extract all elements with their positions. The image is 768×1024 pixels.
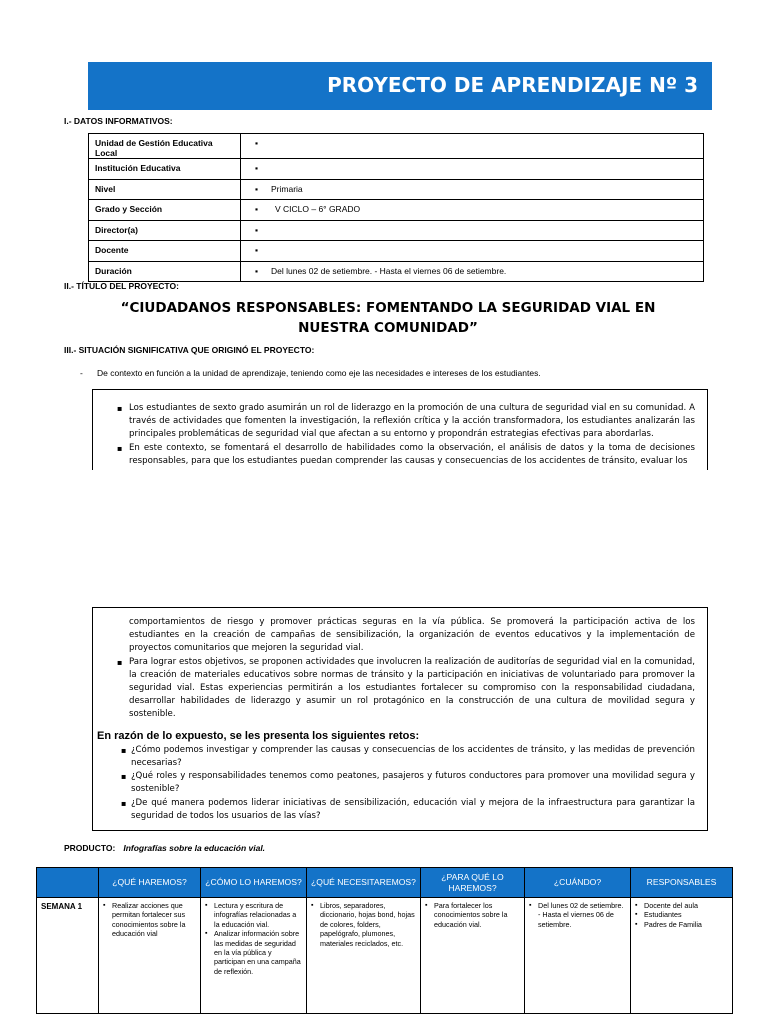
list-item: ▪ ¿De qué manera podemos liderar iniciativas de sensibilización, educación vial y mejora de la infraestructura para garantizar la seguridad de todos los usuarios de las vías? [121,797,695,823]
situacion-box-continued [92,607,708,831]
table-row [89,179,704,200]
dash-marker: - [80,368,83,378]
context-text: De contexto en función a la unidad de aprendizaje, teniendo como eje las necesidades e intereses de los estudiantes. [97,368,541,378]
list-item: ▪ Estudiantes [635,910,728,919]
list-item: ▪ Docente del aula [635,901,728,910]
datos-label: Docente [89,241,241,262]
retos-heading: En razón de lo expuesto, se les presenta los siguientes retos: [97,729,420,742]
datos-label: Duración [89,261,241,282]
bullet-icon: ▪ [255,245,259,255]
cell-responsables [631,898,733,1014]
bullet-icon: ▪ [255,224,259,235]
datos-table [88,133,704,282]
context-line [80,368,541,378]
list-item: ▪ ¿Qué roles y responsabilidades tenemos como peatones, pasajeros y futuros conductores para promover una movilidad segura y sostenible? [121,770,695,796]
list-item: ▪ Lectura y escritura de infografías relacionadas a la educación vial. [205,901,302,929]
section-situacion-heading: III.- SITUACIÓN SIGNIFICATIVA QUE ORIGINÓ EL PROYECTO: [64,345,315,355]
column-header: RESPONSABLES [631,868,733,898]
column-header: ¿QUÉ NECESITAREMOS? [307,868,421,898]
table-header-row [37,868,733,898]
bullet-icon: ▪ [255,183,259,194]
column-header [37,868,99,898]
section-titulo-heading: II.- TÍTULO DEL PROYECTO: [64,281,179,291]
list-item: ▪ ¿Cómo podemos investigar y comprender las causas y consecuencias de los accidentes de tránsito, y las medidas de prevención necesarias? [121,744,695,770]
list-item: ▪ Analizar información sobre las medidas de seguridad en la vía pública y participan en una campaña de reflexión. [205,929,302,976]
datos-value [241,159,704,180]
table-row [89,220,704,241]
datos-value: ▪ Primaria [241,179,704,200]
cell-necesitaremos [307,898,421,1014]
table-row [89,134,704,159]
list-item: ▪ Los estudiantes de sexto grado asumirán un rol de liderazgo en la promoción de una cultura de seguridad vial en su comunidad. A través de actividades que fomenten la investigación, la reflexión crítica y la acción transformadora, los estudiantes analizarán las principales problemáticas de seguridad vial que afectan a su entorno y propondrán estrategias efectivas para abordarlas. [117,402,695,442]
datos-label: Unidad de Gestión Educativa Local [89,134,241,159]
datos-value: ▪ V CICLO – 6° GRADO [241,200,704,221]
cell-para-que [421,898,525,1014]
list-item: ▪ Para lograr estos objetivos, se proponen actividades que involucren la realización de auditorías de seguridad vial en la comunidad, la creación de materiales educativos sobre normas de tránsito y la participación en iniciativas de voluntariado para promover la seguridad vial. Estas experiencias permitirán a los estudiantes fortalecer su compromiso con la responsabilidad ciudadana, desarrollar habilidades de liderazgo y asumir un rol protagónico en la construcción de una cultura de movilidad segura y sostenible. [117,656,695,722]
column-header: ¿CUÁNDO? [525,868,631,898]
list-item: ▪ Realizar acciones que permitan fortalecer sus conocimientos sobre la educación vial [103,901,196,939]
datos-value: ▪ Del lunes 02 de setiembre. - Hasta el viernes 06 de setiembre. [241,261,704,282]
week-label: SEMANA 1 [37,898,99,1014]
datos-label: Grado y Sección [89,200,241,221]
list-item: ▪ Libros, separadores, diccionario, hojas bond, hojas de colores, folders, papelógrafo, plumones, materiales reciclados, etc. [311,901,416,948]
table-row [89,159,704,180]
list-item: ▪ En este contexto, se fomentará el desarrollo de habilidades como la observación, el análisis de datos y la toma de decisiones responsables, para que los estudiantes puedan comprender las causas y consecuencias de los accidentes de tránsito, evaluar los [117,442,695,468]
producto-label: PRODUCTO: [64,843,116,853]
situacion-box [92,389,708,470]
cell-que [99,898,201,1014]
project-title-banner [88,62,712,110]
column-header: ¿CÓMO LO HAREMOS? [201,868,307,898]
column-header: ¿PARA QUÉ LO HAREMOS? [421,868,525,898]
bullet-icon: ▪ [255,204,259,214]
producto-value: Infografías sobre la educación vial. [123,843,266,853]
datos-value [241,134,704,159]
section-datos-heading: I.- DATOS INFORMATIVOS: [64,116,173,126]
table-row [89,241,704,262]
bullet-icon: ▪ [255,265,259,276]
paragraph-continued: comportamientos de riesgo y promover prácticas seguras en la vía pública. Se promoverá la participación activa de los estudiantes en la creación de campañas de sensibilización, la organización de eventos educativos y la implementación de proyectos comunitarios que mejoren la seguridad vial. [129,617,695,654]
banner-title: PROYECTO DE APRENDIZAJE Nº 3 [327,73,698,97]
datos-label: Director(a) [89,220,241,241]
table-row [89,200,704,221]
bullet-icon: ▪ [255,138,259,148]
datos-value [241,220,704,241]
datos-label: Institución Educativa [89,159,241,180]
table-row [89,261,704,282]
table-row [37,898,733,1014]
column-header: ¿QUÉ HAREMOS? [99,868,201,898]
project-title: “CIUDADANOS RESPONSABLES: FOMENTANDO LA SEGURIDAD VIAL EN NUESTRA COMUNIDAD” [120,300,656,336]
cell-como [201,898,307,1014]
planning-table [36,867,733,1014]
list-item: ▪ Para fortalecer los conocimientos sobre la educación vial. [425,901,520,929]
cell-cuando [525,898,631,1014]
datos-label: Nivel [89,179,241,200]
list-item: ▪ Del lunes 02 de setiembre. - Hasta el viernes 06 de setiembre. [529,901,626,929]
datos-value [241,241,704,262]
producto-line [64,843,265,853]
list-item: ▪ Padres de Familia [635,920,728,929]
bullet-icon: ▪ [255,163,259,173]
